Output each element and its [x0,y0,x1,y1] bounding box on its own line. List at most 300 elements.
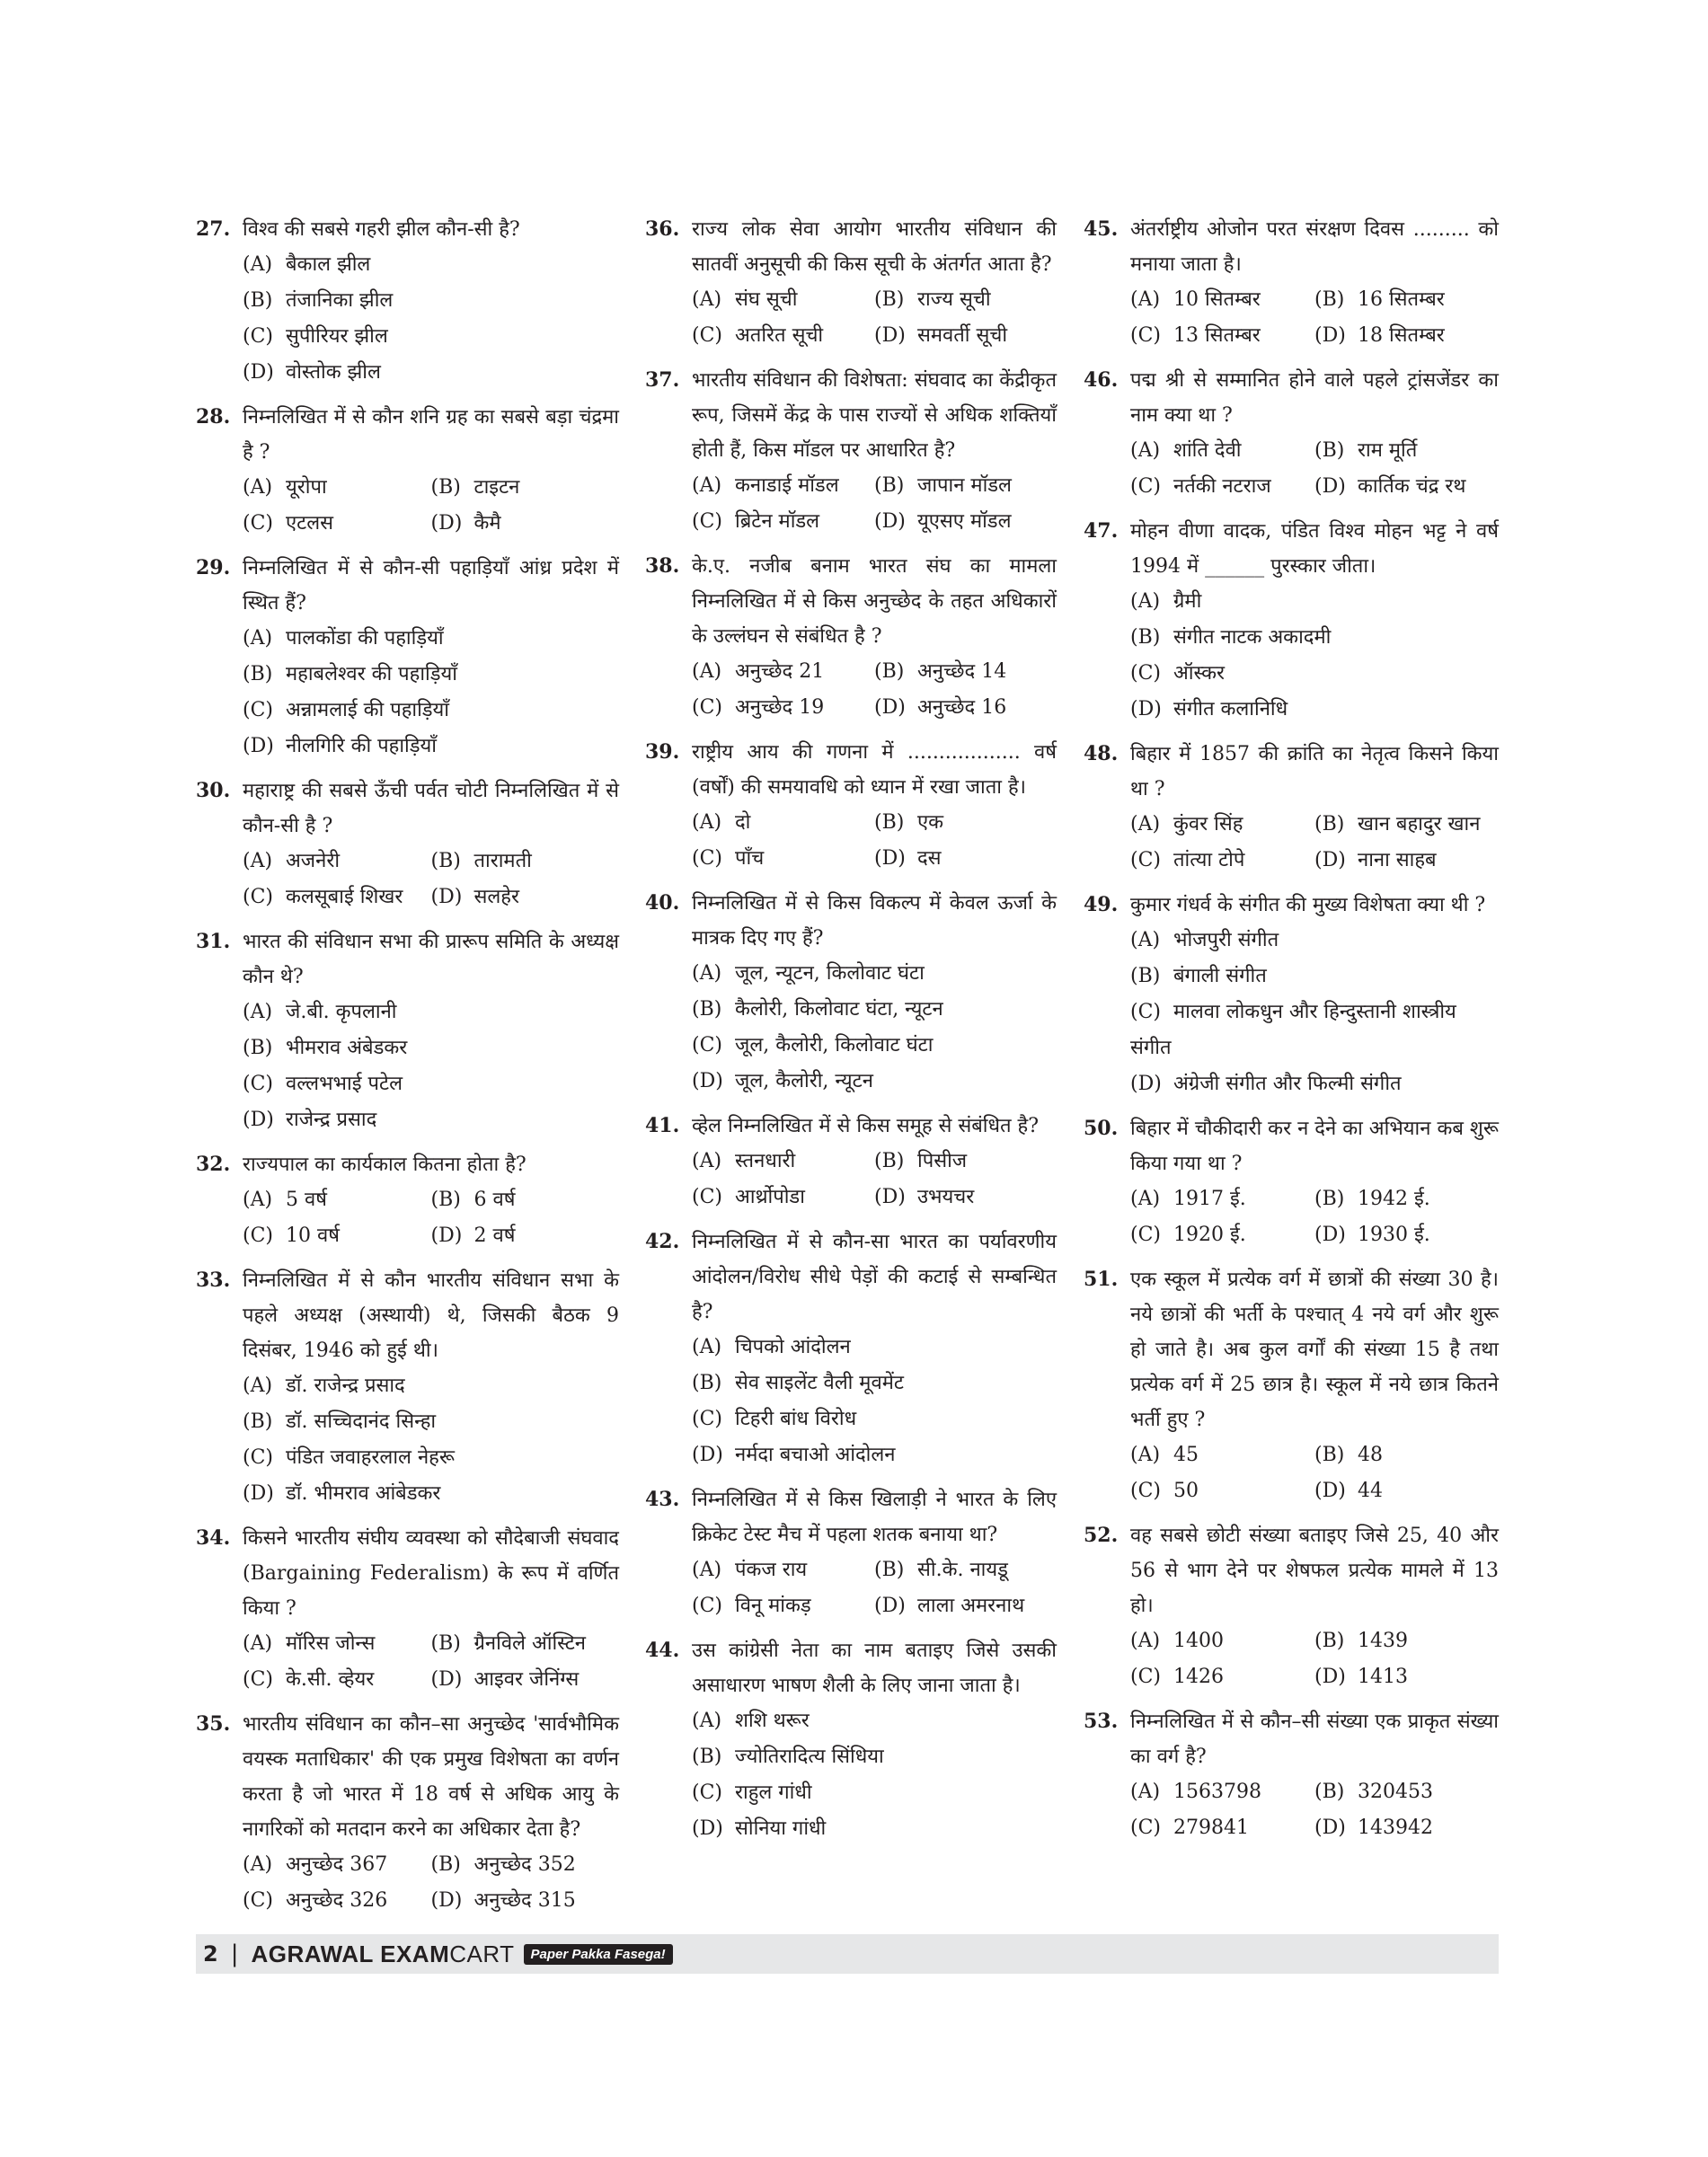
option-label: (C) [243,325,273,348]
option [874,654,1057,690]
question-number: 44. [645,1639,680,1662]
question-block [1084,514,1499,728]
option-text: नाना साहब [1358,849,1437,871]
option-text: मालवा लोकधुन और हिन्दुस्तानी शास्त्रीय संगीत [1130,1001,1456,1059]
option [431,1662,620,1698]
option [243,1218,431,1254]
option-label: (A) [1130,929,1161,951]
option-label: (C) [692,1781,722,1804]
option-text: 1563798 [1173,1781,1261,1803]
options-list [692,282,1057,354]
option-text: 6 वर्ष [473,1189,516,1211]
options-list [692,1144,1057,1216]
option [243,1476,619,1512]
option [874,805,1057,841]
question-text: निम्नलिखित में से किस विकल्प में केवल ऊर्जा के मात्रक दिए गए हैं? [692,892,1057,950]
option [1314,1810,1499,1846]
option [874,1144,1057,1180]
option-label: (B) [243,1410,273,1433]
options-list [243,1182,619,1254]
option [1130,433,1314,469]
option-text: आइवर जेनिंग्स [473,1668,580,1691]
option [1314,843,1499,879]
option [1130,1217,1314,1253]
option-label: (D) [430,1224,463,1247]
question-block [196,551,619,765]
option-text: नर्मदा बचाओ आंदोलन [735,1444,896,1466]
option-label: (A) [243,1853,273,1876]
option-label: (B) [692,998,722,1021]
option-label: (A) [692,1559,722,1581]
option-label: (A) [692,1150,722,1172]
option-text: ऑस्कर [1173,662,1225,685]
option-text: शांति देवी [1173,439,1242,462]
question-block [645,212,1057,354]
option-text: अनुच्छेद 315 [473,1889,576,1912]
option-label: (B) [243,663,273,685]
option-label: (C) [1130,1817,1161,1839]
option-text: अनुच्छेद 14 [917,660,1007,683]
options-list [243,621,619,765]
option-text: वल्लभभाई पटेल [286,1073,403,1095]
question-text: भारत की संविधान सभा की प्रारूप समिति के अध्यक्ष कौन थे? [243,931,619,988]
option-text: कुंवर सिंह [1173,813,1243,835]
option [1314,1473,1499,1509]
option [692,1180,874,1216]
option-text: अनुच्छेद 367 [286,1853,388,1876]
option-label: (B) [243,1037,273,1059]
option [1130,584,1499,620]
option-label: (C) [243,512,273,535]
option-label: (B) [874,811,905,834]
option [692,282,874,318]
option-text: के.सी. व्हेयर [286,1668,375,1691]
option [243,1883,431,1919]
question-number: 38. [645,554,680,578]
option-text: अनुच्छेद 21 [735,660,825,683]
option-label: (B) [430,476,461,499]
option-text: बंगाली संगीत [1173,965,1267,987]
option-text: उभयचर [917,1186,975,1208]
option-label: (B) [874,1559,905,1581]
option-label: (C) [1130,1001,1161,1023]
option-label: (B) [692,1746,722,1768]
options-list [243,844,619,915]
option-label: (B) [1314,1630,1345,1652]
page-number: 2 [203,1941,218,1967]
option-text: सी.के. नायडू [917,1559,1008,1581]
option-text: तारामती [473,850,532,872]
question-block [1084,1704,1499,1846]
option-text: 1920 ई. [1173,1224,1246,1246]
option [243,1662,431,1698]
option [243,1626,431,1662]
question-block [196,212,619,391]
option-label: (D) [874,324,906,347]
option-label: (B) [1314,1781,1345,1803]
question-number: 52. [1084,1524,1119,1547]
option-text: विनू मांकड़ [735,1595,811,1617]
option [1314,1217,1499,1253]
option-text: यूरोपा [286,476,327,499]
option-text: संगीत नाटक अकादमी [1173,626,1332,649]
question-text: निम्नलिखित में से कौन-सी पहाड़ियाँ आंध्र प्रदेश में स्थित हैं? [243,557,619,614]
question-number: 41. [645,1114,680,1137]
option-label: (D) [692,1070,723,1092]
option-label: (A) [1130,590,1161,613]
question-text: भारतीय संविधान की विशेषता: संघवाद का केंद्रीकृत रूप, जिसमें केंद्र के पास राज्यों से अधिक शक्तियाँ होती हैं, किस मॉडल पर आधारित है? [692,369,1057,462]
option-label: (B) [1130,965,1161,987]
option-label: (D) [874,696,906,719]
option [1130,807,1314,843]
question-text: मोहन वीणा वादक, पंडित विश्व मोहन भट्ट ने वर्ष 1994 में ______ पुरस्कार जीता। [1130,520,1499,578]
option-text: पंडित जवाहरलाल नेहरू [286,1446,455,1469]
question-number: 37. [645,368,680,392]
option [692,1703,1057,1739]
question-block [196,1263,619,1512]
option [431,880,620,915]
option [692,1775,1057,1811]
option [874,282,1057,318]
option-text: पिसीज [917,1150,968,1172]
options-list [243,470,619,542]
option [243,1182,431,1218]
question-number: 39. [645,740,680,764]
option [1130,692,1499,728]
option-label: (D) [1314,475,1346,498]
question-text: कुमार गंधर्व के संगीत की मुख्य विशेषता क्या थी ? [1130,894,1486,916]
option [243,1066,619,1102]
option-text: 50 [1173,1480,1199,1502]
option-label: (C) [1130,324,1161,347]
question-text: किसने भारतीय संघीय व्यवस्था को सौदेबाजी संघवाद (Bargaining Federalism) के रूप में वर्णित किया ? [243,1527,619,1620]
brand-bold: AGRAWAL EXAM [251,1940,450,1967]
option-text: भीमराव अंबेडकर [286,1037,408,1059]
question-text: निम्नलिखित में से कौन भारतीय संविधान सभा के पहले अध्यक्ष (अस्थायी) थे, जिसकी बैठक 9 दिसंबर, 1946 को हुई थी। [243,1269,619,1362]
question-block [196,1521,619,1698]
option [1314,807,1499,843]
question-block [645,549,1057,726]
option [243,1368,619,1404]
option-text: 1942 ई. [1358,1188,1430,1210]
option [692,992,1057,1028]
options-list [1130,584,1499,728]
option [874,1180,1057,1216]
option [243,729,619,765]
question-block [645,1109,1057,1216]
option-text: नर्तकी नटराज [1173,475,1271,498]
option-label: (C) [243,1889,273,1912]
option-label: (C) [1130,475,1161,498]
question-number: 34. [196,1526,231,1550]
option-text: संघ सूची [735,288,798,311]
option-text: 10 सितम्बर [1173,288,1261,311]
option-label: (D) [874,1186,906,1208]
option-label: (A) [1130,1781,1161,1803]
options-list [1130,807,1499,879]
option-text: जूल, कैलोरी, किलोवाट घंटा [735,1034,934,1056]
question-text: महाराष्ट्र की सबसे ऊँची पर्वत चोटी निम्नलिखित में से कौन-सी है ? [243,780,619,837]
option-label: (C) [692,324,722,347]
option-label: (C) [1130,1224,1161,1246]
option-label: (C) [1130,1480,1161,1502]
options-list [243,995,619,1138]
option-label: (D) [430,512,463,535]
column-1 [196,212,619,1928]
option [243,995,619,1030]
option-label: (D) [874,847,906,870]
option [1314,469,1499,505]
options-list [243,1626,619,1698]
option-label: (B) [1314,1444,1345,1466]
option-text: टिहरी बांध विरोध [735,1408,857,1430]
option-label: (C) [692,1595,722,1617]
option-text: जे.बी. कृपलानी [286,1001,397,1023]
options-list [692,1552,1057,1624]
page-footer [196,1934,1499,1974]
option-text: 1917 ई. [1173,1188,1246,1210]
question-block [196,774,619,915]
option [243,693,619,729]
option [874,1588,1057,1624]
option-text: समवर्ती सूची [917,324,1008,347]
option-text: 2 वर्ष [473,1224,516,1247]
question-text: पद्म श्री से सम्मानित होने वाले पहले ट्रांसजेंडर का नाम क्या था ? [1130,369,1499,427]
option-text: दस [917,847,942,870]
option [243,355,619,391]
option-text: 1400 [1173,1630,1224,1652]
option [431,844,620,880]
question-block [1084,212,1499,354]
option-label: (A) [243,253,273,276]
option [243,1440,619,1476]
option-label: (A) [243,1001,273,1023]
options-list [243,247,619,391]
option-label: (C) [243,886,273,908]
option [1130,959,1499,995]
option-label: (D) [430,1889,463,1912]
option-label: (C) [243,1668,273,1691]
options-list [1130,433,1499,505]
option-label: (C) [692,1034,722,1056]
option-text: एटलस [286,512,334,535]
option-label: (D) [692,1817,723,1840]
question-number: 28. [196,405,231,429]
option-text: लाला अमरनाथ [917,1595,1025,1617]
option-text: अनुच्छेद 16 [917,696,1007,719]
option-text: तांत्या टोपे [1173,849,1245,871]
option-label: (D) [243,361,274,384]
option-text: जापान मॉडल [917,474,1012,497]
option [243,506,431,542]
option-label: (A) [243,850,273,872]
option-text: राम मूर्ति [1358,439,1418,462]
option-text: कैमै [473,512,501,535]
question-number: 47. [1084,519,1119,543]
option-text: पाँच [735,847,765,870]
options-list [692,654,1057,726]
option-text: सोनिया गांधी [735,1817,827,1840]
option-label: (C) [1130,849,1161,871]
option-text: जूल, कैलोरी, न्यूटन [735,1070,873,1092]
option [874,504,1057,540]
question-block [645,1633,1057,1847]
option-text: ब्रिटेन मॉडल [735,510,820,533]
option [1130,656,1499,692]
option-label: (A) [243,1632,273,1655]
option [1314,1774,1499,1810]
options-list [1130,923,1499,1102]
option-text: बैकाल झील [286,253,371,276]
option [692,841,874,877]
question-block [196,400,619,542]
option-label: (B) [874,1150,905,1172]
option-text: शशि थरूर [735,1710,810,1732]
option [431,470,620,506]
question-number: 49. [1084,893,1119,916]
option [1130,1437,1314,1473]
option [1130,1066,1499,1102]
option-label: (C) [243,699,273,721]
options-list [1130,1623,1499,1695]
question-block [645,1482,1057,1624]
option-label: (D) [692,1444,723,1466]
option [1314,433,1499,469]
option [692,468,874,504]
question-number: 48. [1084,742,1119,765]
option [243,621,619,657]
option-label: (C) [692,696,722,719]
option-text: भोजपुरी संगीत [1173,929,1279,951]
option [692,1366,1057,1401]
option-label: (D) [1314,1224,1346,1246]
option-label: (C) [692,847,722,870]
option-label: (C) [243,1224,273,1247]
question-number: 30. [196,779,231,802]
question-block [1084,888,1499,1102]
option [1314,318,1499,354]
option-label: (A) [1130,439,1161,462]
question-number: 40. [645,891,680,915]
option-text: राज्य सूची [917,288,991,311]
option-label: (D) [243,1482,274,1505]
option [692,1588,874,1624]
option [1130,282,1314,318]
option-label: (A) [692,962,722,985]
option-text: 143942 [1358,1817,1433,1839]
question-text: राष्ट्रीय आय की गणना में .................. वर्ष (वर्षों) की समयावधि को ध्यान में रखा जाता है। [692,741,1057,799]
option-text: टाइटन [473,476,520,499]
question-text: निम्नलिखित में से कौन शनि ग्रह का सबसे बड़ा चंद्रमा है ? [243,406,619,464]
option-text: अतरित सूची [735,324,824,347]
option [692,1330,1057,1366]
option-label: (A) [243,1375,273,1397]
brand-tagline: Paper Pakka Fasega! [524,1944,673,1965]
option-label: (B) [1130,626,1161,649]
option [692,1401,1057,1437]
option [1130,843,1314,879]
question-number: 51. [1084,1268,1119,1291]
question-number: 29. [196,556,231,579]
option-text: कलसूबाई शिखर [286,886,403,908]
column-3 [1084,212,1499,1855]
question-number: 43. [645,1488,680,1511]
option-label: (C) [692,1408,722,1430]
option-text: दो [735,811,751,834]
column-2 [645,212,1057,1856]
question-number: 35. [196,1712,231,1736]
option-label: (A) [692,811,722,834]
option-label: (B) [430,1632,461,1655]
option [1130,923,1499,959]
option-text: संगीत कलानिधि [1173,698,1288,720]
option-label: (D) [243,735,274,757]
option-text: सेव साइलेंट वैली मूवमेंट [735,1372,904,1394]
option-text: खान बहादुर खान [1358,813,1481,835]
option [1314,282,1499,318]
option-label: (A) [1130,288,1161,311]
option-label: (D) [243,1109,274,1131]
option-text: 279841 [1173,1817,1249,1839]
option-text: महाबलेश्वर की पहाड़ियाँ [286,663,457,685]
option [692,318,874,354]
option-text: 1439 [1358,1630,1408,1652]
option-text: 44 [1358,1480,1383,1502]
option [692,654,874,690]
option-text: अजनेरी [286,850,341,872]
option-text: राहुल गांधी [735,1781,812,1804]
question-text: उस कांग्रेसी नेता का नाम बताइए जिसे उसकी असाधारण भाषण शैली के लिए जाना जाता है। [692,1640,1057,1697]
option-label: (D) [1314,1666,1346,1688]
option-label: (B) [430,1189,461,1211]
question-block [1084,1518,1499,1695]
option [1314,1181,1499,1217]
option [243,283,619,319]
option-text: आर्थ्रोपोडा [735,1186,805,1208]
option-text: नीलगिरि की पहाड़ियाँ [286,735,437,757]
option [874,318,1057,354]
question-text: राज्य लोक सेवा आयोग भारतीय संविधान की सातवीं अनुसूची की किस सूची के अंतर्गत आता है? [692,218,1057,276]
option-text: अनुच्छेद 19 [735,696,825,719]
question-block [645,735,1057,877]
question-text: बिहार में 1857 की क्रांति का नेतृत्व किसने किया था ? [1130,743,1499,800]
question-number: 53. [1084,1710,1119,1733]
option-text: ग्रैनविले ऑस्टिन [473,1632,587,1655]
question-text: व्हेल निम्नलिखित में से किस समूह से संबंधित है? [692,1115,1040,1137]
option-text: यूएसए मॉडल [917,510,1012,533]
option-text: 1413 [1358,1666,1408,1688]
option-text: सलहेर [473,886,519,908]
option-text: राजेन्द्र प्रसाद [286,1109,377,1131]
option-text: अनुच्छेद 352 [473,1853,576,1876]
option [692,690,874,726]
question-text: वह सबसे छोटी संख्या बताइए जिसे 25, 40 और 56 से भाग देने पर शेषफल प्रत्येक मामले में 13 हो। [1130,1525,1499,1617]
option-label: (C) [692,1186,722,1208]
option-label: (D) [1314,849,1346,871]
option-text: अंग्रेजी संगीत और फिल्मी संगीत [1173,1073,1402,1095]
option-label: (A) [243,627,273,650]
option-label: (B) [1314,439,1345,462]
question-block [1084,737,1499,879]
question-block [645,363,1057,540]
option-label: (D) [430,1668,463,1691]
brand-logo [251,1940,514,1968]
option-label: (A) [1130,813,1161,835]
question-block [196,924,619,1138]
option-label: (A) [692,288,722,311]
option-label: (D) [1314,1817,1346,1839]
options-list [692,956,1057,1100]
